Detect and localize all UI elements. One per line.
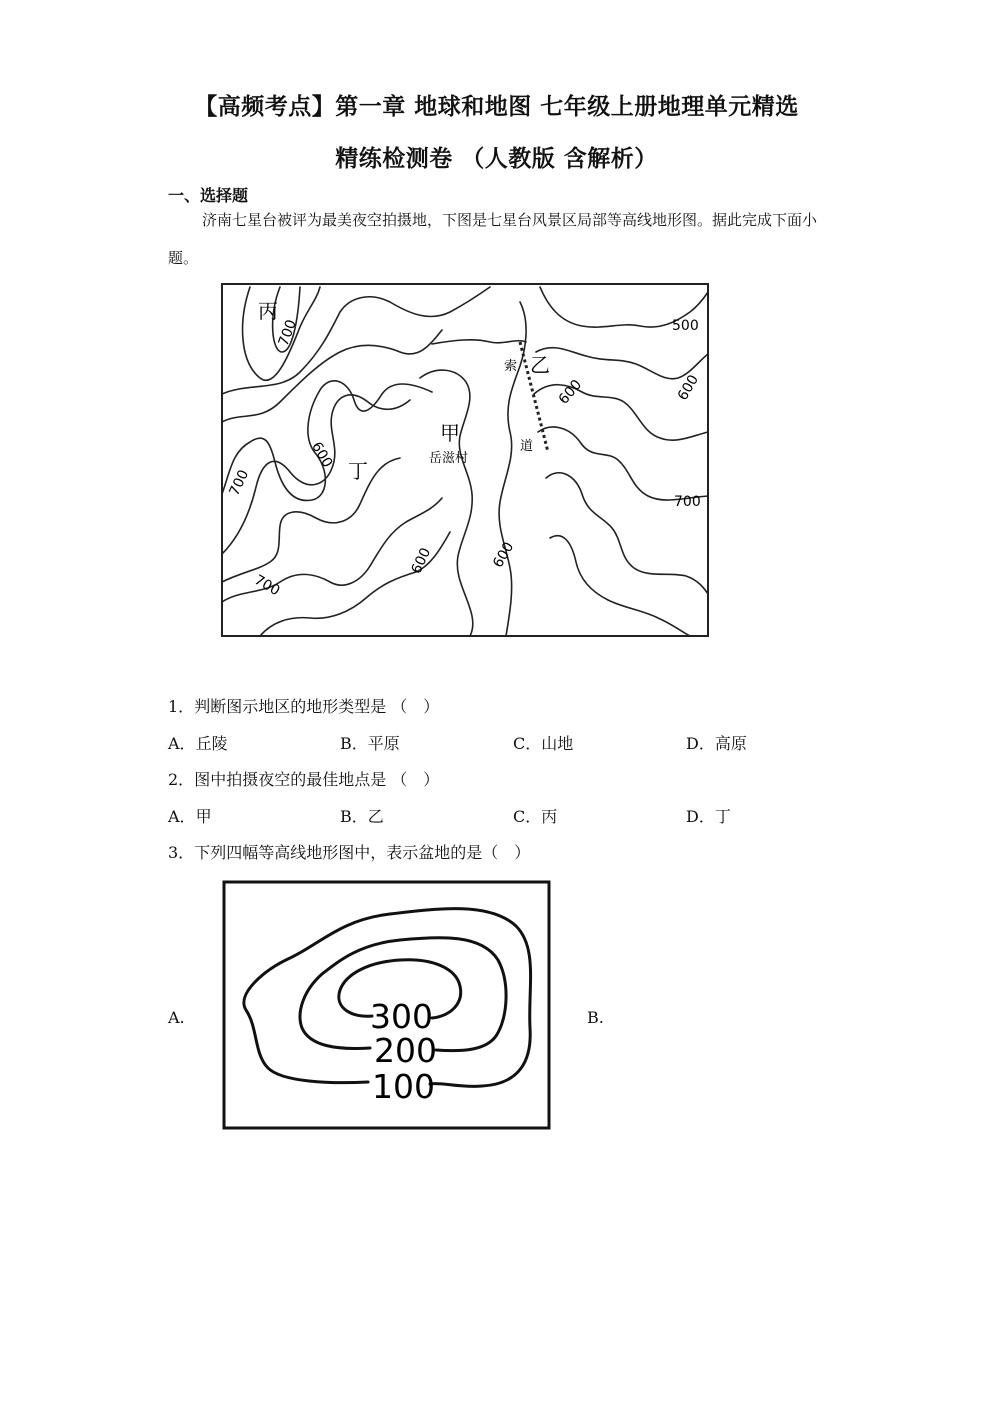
option-1b: B．平原 (340, 734, 400, 753)
place-label-ding: 丁 (348, 459, 368, 483)
contour-label: 700 (251, 572, 283, 600)
option-3a-label: A. (168, 1008, 185, 1027)
contour-label: 600 (308, 439, 336, 471)
cableway-label-1: 索 (504, 359, 518, 374)
option-2b: B．乙 (340, 807, 384, 826)
question-number: 2． (168, 770, 195, 789)
question-3 (168, 840, 530, 863)
contour-map-scenic-area (220, 282, 710, 638)
place-label-bing: 丙 (258, 299, 278, 323)
option-1a: A．丘陵 (168, 734, 228, 753)
question-2 (168, 767, 439, 790)
contour-label: 700 (275, 317, 300, 349)
option-2a: A．甲 (168, 807, 212, 826)
contour-label: 600 (674, 372, 703, 404)
contour-label: 500 (672, 318, 699, 334)
contour-label-200: 200 (374, 1031, 437, 1070)
question-number: 3． (168, 843, 195, 862)
intro-paragraph: 济南七星台被评为最美夜空拍摄地，下图是七星台风景区局部等高线地形图。据此完成下面小题。 (168, 211, 818, 267)
contour-label: 700 (226, 467, 253, 499)
question-1 (168, 694, 439, 717)
option-1c: C．山地 (513, 734, 574, 753)
question-text: 图中拍摄夜空的最佳地点是 （ ） (194, 770, 440, 789)
contour-label-100: 100 (372, 1067, 435, 1106)
option-2c: C．丙 (513, 807, 558, 826)
question-number: 1． (168, 697, 195, 716)
contour-label-300: 300 (370, 997, 433, 1036)
contour-label: 600 (555, 376, 586, 408)
document-title-line-2: 精练检测卷 （人教版 含解析） (335, 146, 658, 172)
option-2d: D．丁 (686, 807, 731, 826)
village-label: 岳滋村 (429, 451, 469, 466)
contour-label: 600 (408, 545, 435, 577)
contour-label: 600 (490, 539, 518, 571)
question-text: 判断图示地区的地形类型是 （ ） (194, 697, 440, 716)
contour-label: 700 (674, 494, 701, 510)
section-heading: 一、选择题 (168, 186, 249, 205)
cableway-label-2: 道 (520, 439, 534, 454)
option-1d: D．高原 (686, 734, 747, 753)
contour-map-option-a (220, 878, 553, 1132)
option-3b-label: B. (587, 1008, 604, 1027)
document-title-line-1: 【高频考点】第一章 地球和地图 七年级上册地理单元精选 (194, 94, 799, 120)
question-text: 下列四幅等高线地形图中，表示盆地的是（ ） (194, 843, 531, 862)
place-label-yi: 乙 (530, 353, 550, 377)
place-label-jia: 甲 (440, 421, 460, 445)
